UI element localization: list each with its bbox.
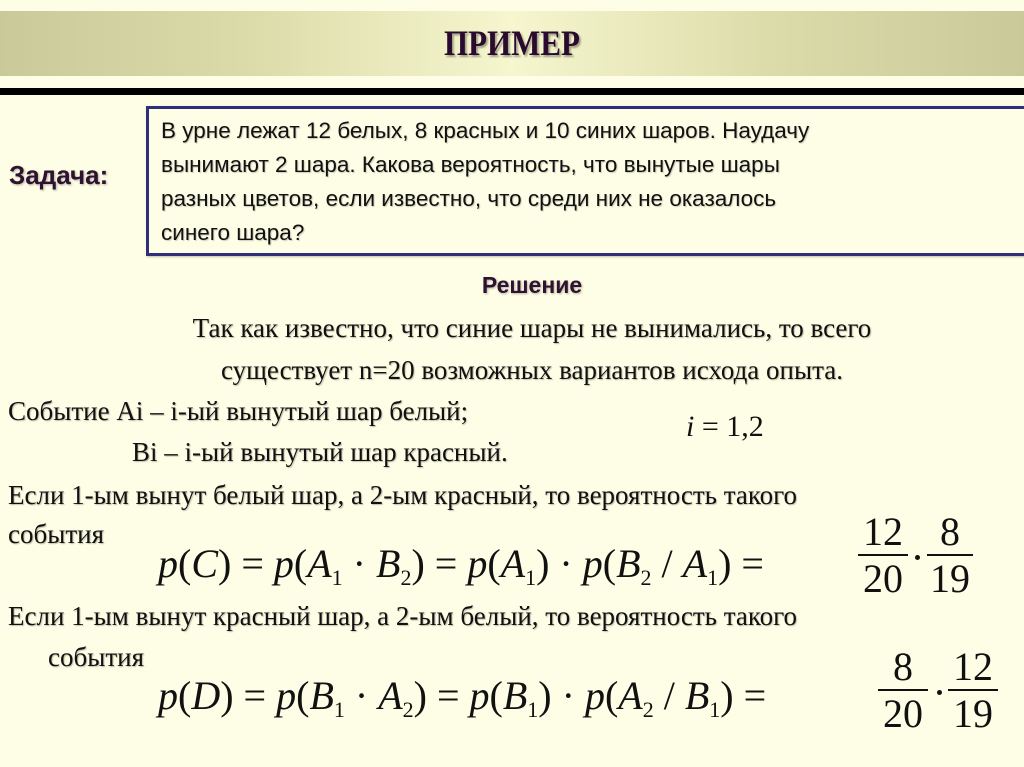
index-formula: i = 1,2 [686, 410, 764, 443]
event-b-definition: Bi – i-ый вынутый шар красный. [132, 437, 508, 467]
numerator: 12 [863, 509, 903, 554]
case2-text-continued: события [48, 642, 145, 672]
case2-fraction-1 [876, 645, 930, 737]
header-divider [0, 88, 1024, 95]
numerator: 12 [953, 644, 993, 689]
event-a-definition: Событие Ai – i-ый вынутый шар белый; [8, 396, 469, 426]
case1-text-continued: события [8, 519, 105, 549]
task-text [161, 114, 1011, 250]
numerator: 8 [893, 644, 913, 689]
multiply-dot [937, 690, 942, 695]
task-label: Задача: [9, 160, 109, 190]
multiply-dot [915, 555, 920, 560]
case2-formula: $p(D) = p(B_1 \cdot A_2) = p(B_1) \cdot p(A_2 / B_1)$ = [158, 673, 767, 722]
task-line: В урне лежат 12 белых, 8 красных и 10 синих шаров. Наудачу [161, 118, 810, 143]
case2-text: Если 1-ым вынут красный шар, а 2-ым белый, то вероятность такого [8, 601, 797, 631]
task-line: разных цветов, если известно, что среди них не оказалось [161, 186, 777, 211]
solution-heading: Решение [481, 272, 583, 298]
task-line: вынимают 2 шара. Какова вероятность, что вынутые шары [161, 152, 780, 177]
case1-formula: $p(C) = p(A_1 \cdot B_2) = p(A_1) \cdot p(B_2 / A_1)$ = [158, 541, 764, 590]
case1-fraction-2 [925, 510, 975, 602]
task-line: синего шара? [161, 220, 305, 245]
denominator: 19 [930, 556, 970, 601]
denominator: 20 [883, 691, 923, 736]
case2-fraction-2 [946, 645, 1000, 737]
denominator: 20 [863, 556, 903, 601]
case1-text: Если 1-ым вынут белый шар, а 2-ым красный, то вероятность такого [8, 480, 797, 510]
solution-intro-line: существует n=20 возможных вариантов исхода опыта. [221, 355, 843, 385]
page-title: ПРИМЕР [444, 23, 580, 63]
numerator: 8 [940, 509, 960, 554]
case1-fraction-1 [856, 510, 910, 602]
denominator: 19 [953, 691, 993, 736]
solution-intro-line: Так как известно, что синие шары не вынимались, то всего [192, 313, 872, 343]
